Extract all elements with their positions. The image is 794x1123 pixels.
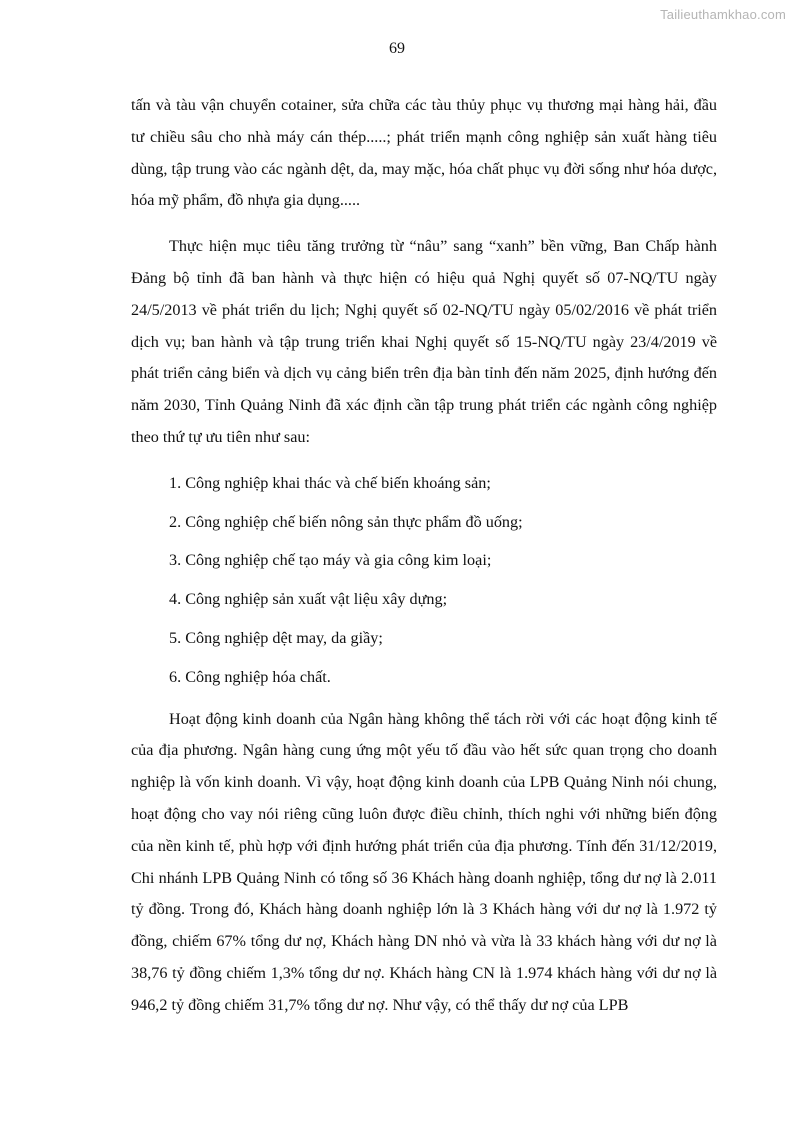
list-item: 2. Công nghiệp chế biến nông sản thực phẩm đồ uống; <box>169 512 523 531</box>
paragraph-continuation: tấn và tàu vận chuyển cotainer, sửa chữa các tàu thủy phục vụ thương mại hàng hải, đầu tư chiều sâu cho nhà máy cán thép.....; phát triển mạnh công nghiệp sản xuất hàng tiêu dùng, tập trung vào các ngành dệt, da, may mặc, hóa chất phục vụ đời sống như hóa dược, hóa mỹ phẩm, đồ nhựa gia dụng..... <box>131 96 717 210</box>
list-item: 1. Công nghiệp khai thác và chế biến khoáng sản; <box>169 473 491 492</box>
list-item: 3. Công nghiệp chế tạo máy và gia công kim loại; <box>169 551 492 570</box>
list-item: 6. Công nghiệp hóa chất. <box>169 667 331 686</box>
watermark-text: Tailieuthamkhao.com <box>660 7 786 22</box>
list-item: 4. Công nghiệp sản xuất vật liệu xây dựng; <box>169 590 448 609</box>
paragraph-resolutions: Thực hiện mục tiêu tăng trưởng từ “nâu” sang “xanh” bền vững, Ban Chấp hành Đảng bộ tỉnh đã ban hành và thực hiện có hiệu quả Nghị quyết số 07-NQ/TU ngày 24/5/2013 về phát triển du lịch; Nghị quyết số 02-NQ/TU ngày 05/02/2016 về phát triển dịch vụ; ban hành và tập trung triển khai Nghị quyết số 15-NQ/TU ngày 23/4/2019 về phát triển cảng biển và dịch vụ cảng biển trên địa bàn tỉnh đến năm 2025, định hướng đến năm 2030, Tỉnh Quảng Ninh đã xác định cần tập trung phát triển các ngành công nghiệp theo thứ tự ưu tiên như sau: <box>131 237 717 446</box>
page-number: 69 <box>389 40 405 57</box>
industry-priority-list <box>131 468 717 694</box>
document-body <box>131 90 717 1036</box>
paragraph-bank-activity: Hoạt động kinh doanh của Ngân hàng không thể tách rời với các hoạt động kinh tế của địa phương. Ngân hàng cung ứng một yếu tố đầu vào hết sức quan trọng cho doanh nghiệp là vốn kinh doanh. Vì vậy, hoạt động kinh doanh của LPB Quảng Ninh nói chung, hoạt động cho vay nói riêng cũng luôn được điều chỉnh, thích nghi với những biến động của nền kinh tế, phù hợp với định hướng phát triển của địa phương. Tính đến 31/12/2019, Chi nhánh LPB Quảng Ninh có tổng số 36 Khách hàng doanh nghiệp, tổng dư nợ là 2.011 tỷ đồng. Trong đó, Khách hàng doanh nghiệp lớn là 3 Khách hàng với dư nợ là 1.972 tỷ đồng, chiếm 67% tổng dư nợ, Khách hàng DN nhỏ và vừa là 33 khách hàng với dư nợ là 38,76 tỷ đồng chiếm 1,3% tổng dư nợ. Khách hàng CN là 1.974 khách hàng với dư nợ là 946,2 tỷ đồng chiếm 31,7% tổng dư nợ. Như vậy, có thể thấy dư nợ của LPB <box>131 709 717 1014</box>
list-item: 5. Công nghiệp dệt may, da giầy; <box>169 628 383 647</box>
